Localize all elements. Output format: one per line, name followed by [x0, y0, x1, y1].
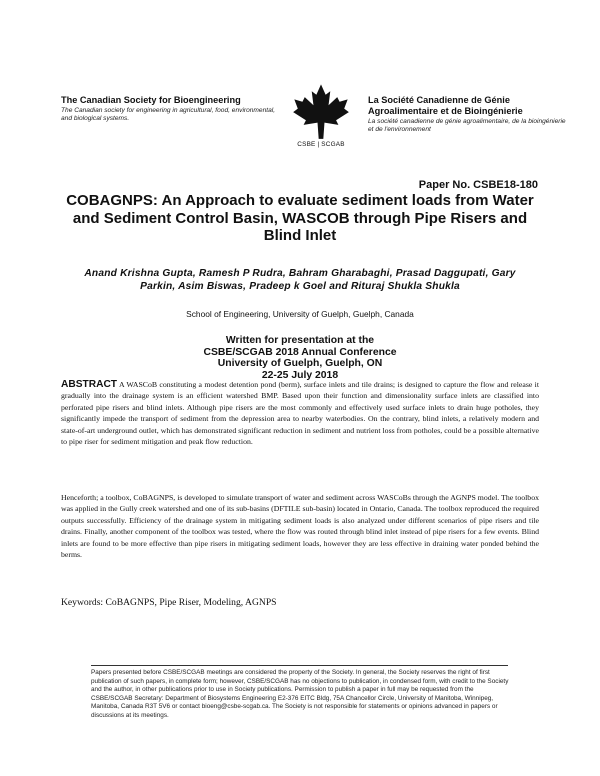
authors: Anand Krishna Gupta, Ramesh P Rudra, Bahram Gharabaghi, Prasad Daggupati, Gary Parkin, Asim Biswas, Pradeep k Goel and Rituraj Shukla Shukla — [84, 268, 516, 292]
logo-text: CSBE | SCGAB — [297, 141, 345, 148]
abstract-paragraph-2: Henceforth; a toolbox, CoBAGNPS, is developed to simulate transport of water and sediment across WASCoBs through the AGNPS model. The toolbox was applied in the Gully creek watershed and one of its sub-basins (DFTILE sub-basin) located in Ontario, Canada. The toolbox reproduced the required outputs successfully. Efficiency of the drainage system in mitigating sediment loads is also analyzed under different scenarios of pipe risers and tile drains. Finally, another component of the toolbox was tested, where the flow was routed through blind inlet instead of pipe risers for a few events. Blind inlets are found to be more effective than pipe risers in mitigating sediment loads, however they are less effective in draining water ponded behind the berms. — [61, 493, 539, 560]
paper-title: COBAGNPS: An Approach to evaluate sediment loads from Water and Sediment Control Basin, WASCOB through Pipe Risers and Blind Inlet — [66, 192, 534, 244]
society-name-en: The Canadian Society for Bioengineering — [61, 95, 241, 105]
society-name-fr: La Société Canadienne de Génie Agroalimentaire et de Bioingénierie — [368, 95, 523, 116]
maple-leaf-icon — [291, 82, 351, 140]
conference-line-1: Written for presentation at the — [225, 335, 375, 346]
conference-line-2: CSBE/SCGAB 2018 Annual Conference — [203, 346, 397, 358]
header-right — [368, 95, 568, 134]
abstract-text: A WASCoB constituting a modest detention pond (berm), surface inlets and tile drains; is designed to capture the flow and release it gradually into the drainage system is an efficient watershed BMP. Based upon their function and dimensionality surface inlets are classified into perforated pipe risers and blind inlets. Although pipe risers are the most commonly and effectively used surface inlets to drain huge potholes, they significantly impede the transport of sediment from the depression area to nearby waterbodies. On the contrary, blind inlets, a relatively modern and state-of-art underground outlet, which has demonstrated significant reduction in sediment and nutrient loss from potholes, could be a possible alternative to pipe riser for sediment mitigation and peak flow reduction. — [61, 380, 539, 447]
paper-number: Paper No. CSBE18-180 — [418, 179, 538, 191]
header-left — [61, 95, 281, 123]
society-subtitle-fr: La société canadienne de génie agroalimentaire, de la bioingénierie et de l'environnement — [368, 118, 566, 134]
conference-dates: 22-25 July 2018 — [261, 369, 339, 381]
society-subtitle-en: The Canadian society for engineering in agricultural, food, environmental, and biological systems. — [61, 107, 276, 123]
abstract-paragraph — [61, 379, 539, 447]
abstract-heading: ABSTRACT — [61, 379, 118, 390]
csbe-logo — [282, 82, 360, 154]
conference-info — [70, 335, 530, 381]
footer-divider — [91, 665, 508, 666]
conference-line-3: University of Guelph, Guelph, ON — [217, 358, 383, 370]
affiliation: School of Engineering, University of Guelph, Guelph, Canada — [186, 309, 414, 319]
footer-notice: Papers presented before CSBE/SCGAB meetings are considered the property of the Society. In general, the Society reserves the right of first publication of such papers, in complete form; however, CSBE/SCGAB has no objections to publication, in condensed form, with credit to the Society and the author, in other publications prior to use in Society publications. Permission to publish a paper in full may be requested from the CSBE/SCGAB Secretary: Department of Biosystems Engineering E2-376 EITC Bldg, 75A Chancellor Circle, University of Manitoba, Winnipeg, Manitoba, Canada R3T 5V6 or contact bioeng@csbe-scgab.ca. The Society is not responsible for statements or opinions advanced in papers or discussions at its meetings. — [91, 669, 509, 719]
keywords: Keywords: CoBAGNPS, Pipe Riser, Modeling, AGNPS — [61, 597, 277, 608]
